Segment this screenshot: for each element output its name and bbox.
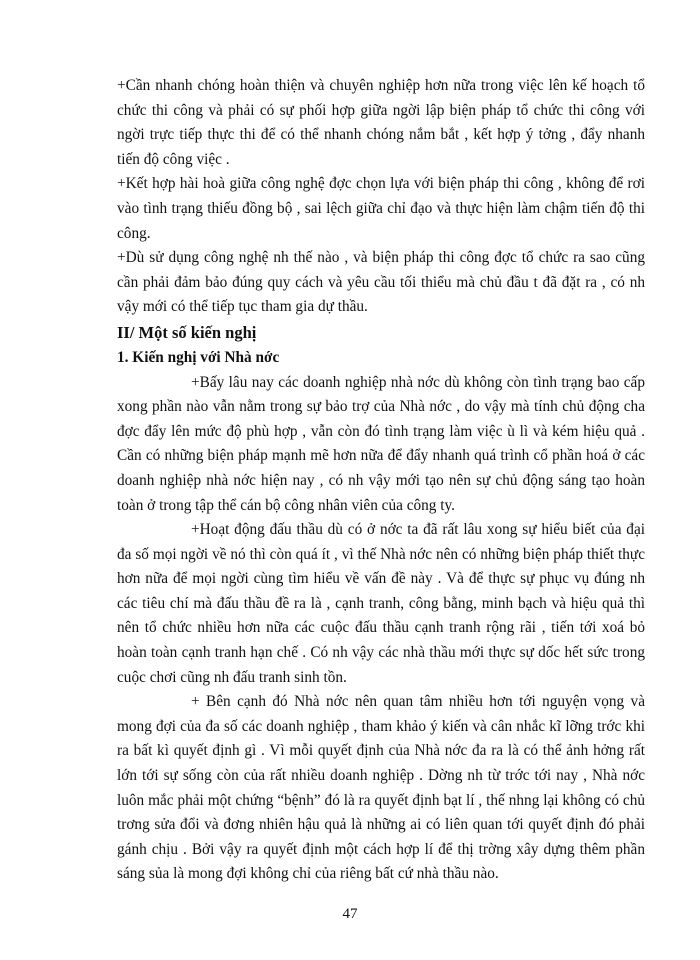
- paragraph-2: +Kết hợp hài hoà giữa công nghệ đợc chọn lựa với biện pháp thi công , không để rơi vào tình trạng thiếu đồng bộ , sai lệch giữa chỉ đạo và thực hiện làm chậm tiến độ thi công.: [117, 175, 645, 242]
- paragraph-6: + Bên cạnh đó Nhà nớc nên quan tâm nhiều hơn tới nguyện vọng và mong đợi của đa số các doanh nghiệp , tham khảo ý kiến và cân nhắc kĩ lỡng trớc khi ra bất kì quyết định gì . Vì mỗi quyết định của Nhà nớc đa ra là có thể ảnh hởng rất lớn tới sự sống còn của rất nhiều doanh nghiệp . Dờng nh từ trớc tới nay , Nhà nớc luôn mắc phải một chứng “bệnh” đó là ra quyết định bạt lí , thế nhng lại không có chủ trơng sửa đổi và đơng nhiên hậu quả là những ai có liên quan tới quyết định đó phải gánh chịu . Bởi vậy ra quyết định một cách hợp lí để thị trờng xây dựng thêm phần sáng sủa là mong đợi không chỉ của riêng bất cứ nhà thầu nào.: [117, 693, 645, 883]
- subsection-heading: 1. Kiến nghị với Nhà nớc: [117, 348, 280, 366]
- body-text: [117, 74, 645, 887]
- paragraph-5: +Hoạt động đấu thầu dù có ở nớc ta đã rất lâu xong sự hiểu biết của đại đa số mọi ngời về nó thì còn quá ít , vì thế Nhà nớc nên có những biện pháp thiết thực hơn nữa để mọi ngời cùng tìm hiểu về vấn đề này . Và để thực sự phục vụ đúng nh các tiêu chí mà đấu thầu đề ra là , cạnh tranh, công bằng, minh bạch và hiệu quả thì nên tổ chức nhiều hơn nữa các cuộc đấu thầu cạnh tranh rộng rãi , tiến tới xoá bỏ hoàn toàn cạnh tranh hạn chế . Có nh vậy các nhà thầu mới thực sự dốc hết sức trong cuộc chơi cũng nh đấu tranh sinh tồn.: [117, 521, 645, 686]
- section-heading: II/ Một số kiến nghị: [117, 322, 257, 342]
- paragraph-4: +Bấy lâu nay các doanh nghiệp nhà nớc dù không còn tình trạng bao cấp xong phần nào vẫn nằm trong sự bảo trợ của Nhà nớc , do vậy mà tính chủ động cha đợc đẩy lên mức độ phù hợp , vẫn còn đó tình trạng làm việc ù lì và kém hiệu quả . Cần có những biện pháp mạnh mẽ hơn nữa để đẩy nhanh quá trình cổ phần hoá ở các doanh nghiệp nhà nớc hiện nay , có nh vậy mới tạo nên sự chủ động sáng tạo hoàn toàn ở trong tập thể cán bộ công nhân viên của công ty.: [117, 373, 645, 514]
- paragraph-3: +Dù sử dụng công nghệ nh thế nào , và biện pháp thi công đợc tổ chức ra sao cũng cần phải đảm bảo đúng quy cách và yêu cầu tối thiểu mà chủ đầu t đã đặt ra , có nh vậy mới có thể tiếp tục tham gia dự thầu.: [117, 249, 645, 316]
- page-number: 47: [342, 906, 358, 922]
- paragraph-1: +Cần nhanh chóng hoàn thiện và chuyên nghiệp hơn nữa trong việc lên kế hoạch tổ chức thi công và phải có sự phối hợp giữa ngời lập biện pháp tổ chức thi công với ngời trực tiếp thực thi để có thể nhanh chóng nắm bắt , kết hợp ý tởng , đẩy nhanh tiến độ công việc .: [117, 77, 645, 168]
